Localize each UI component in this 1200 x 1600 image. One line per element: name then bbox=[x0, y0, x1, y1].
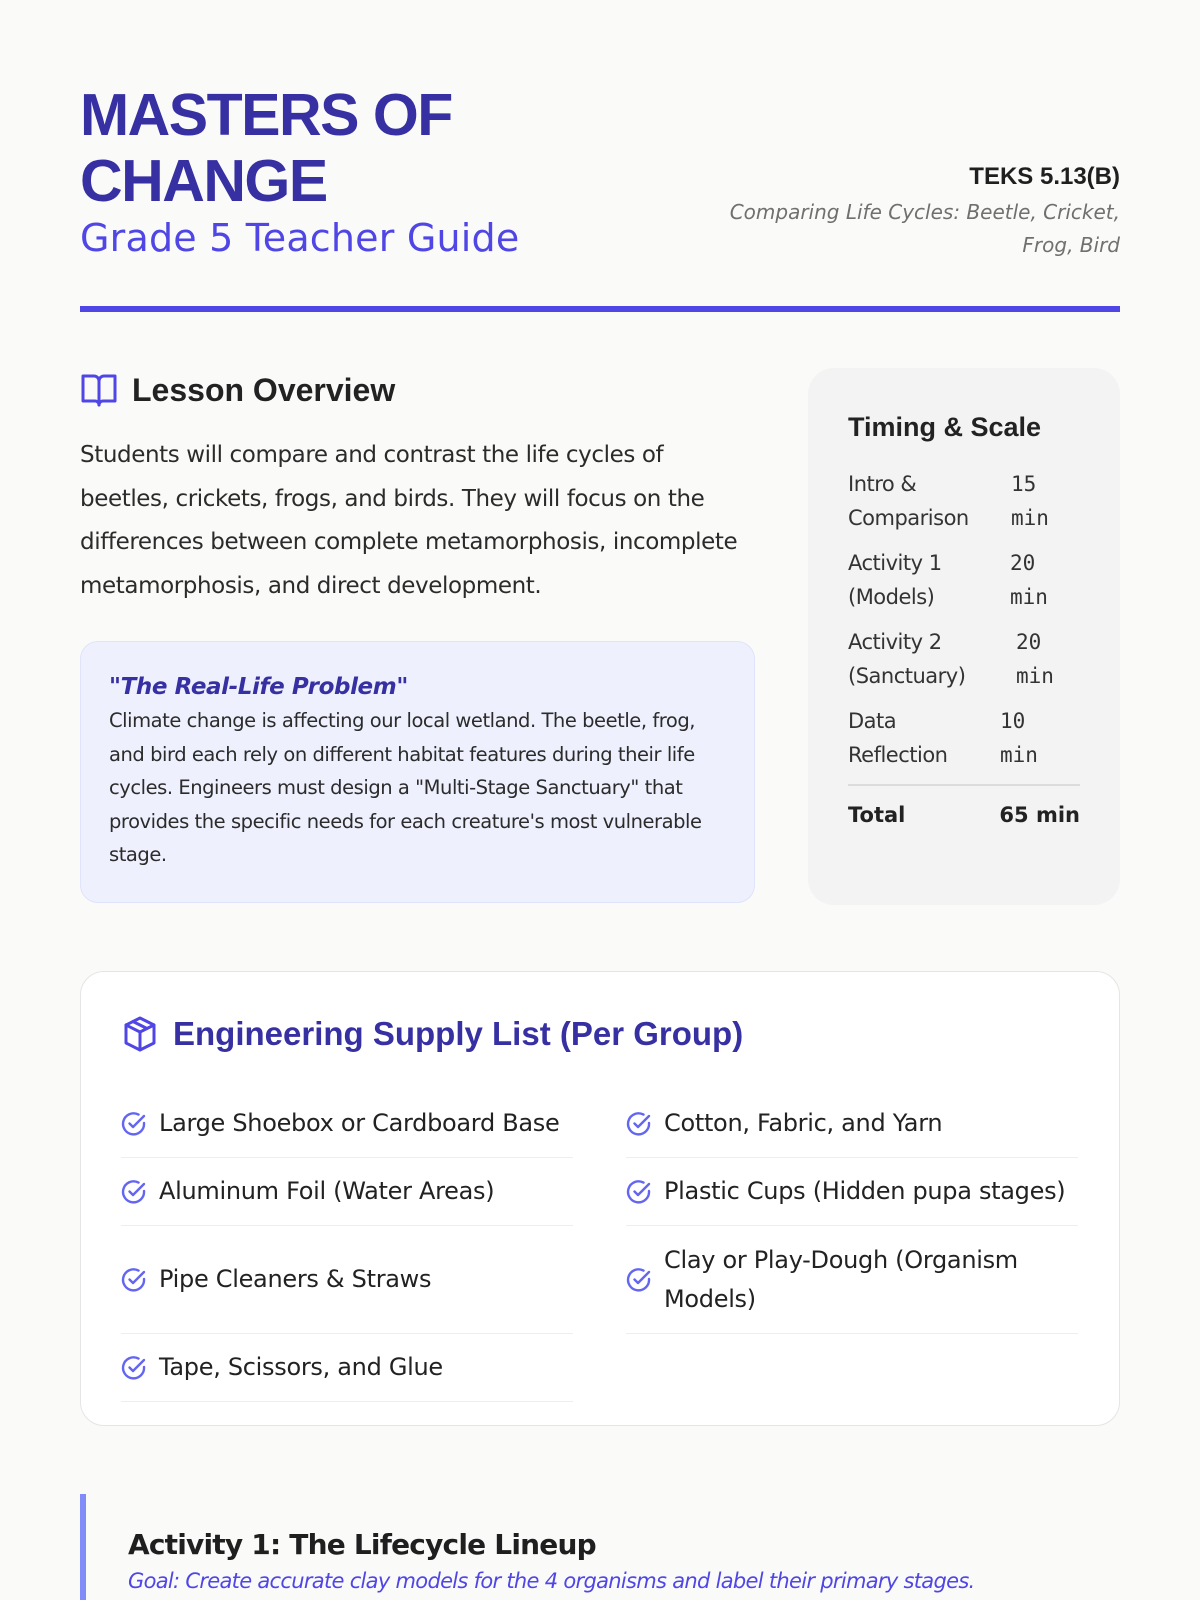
timing-row bbox=[848, 626, 1080, 693]
supply-item-label: Large Shoebox or Cardboard Base bbox=[159, 1109, 560, 1137]
teks-code: TEKS 5.13(B) bbox=[969, 163, 1120, 190]
timing-label: Data Reflection bbox=[848, 709, 948, 767]
supply-item bbox=[121, 1158, 573, 1226]
activity-1-goal: Goal: Create accurate clay models for the 4 organisms and label their primary stages. bbox=[128, 1569, 975, 1593]
problem-text: Climate change is affecting our local wetland. The beetle, frog, and bird each rely on different habitat features during their life cycles. Engineers must design a "Multi-Stage Sanctuary" that provides the specific needs for each creature's most vulnerable stage. bbox=[109, 709, 702, 866]
supply-column-right bbox=[626, 1090, 1078, 1334]
teks-description: Comparing Life Cycles: Beetle, Cricket, Frog, Bird bbox=[729, 200, 1120, 257]
supply-column-left bbox=[121, 1090, 573, 1402]
lesson-overview-heading bbox=[80, 368, 755, 412]
guide-header bbox=[80, 82, 1120, 312]
supply-item bbox=[626, 1226, 1078, 1334]
lesson-overview-title: Lesson Overview bbox=[132, 371, 396, 408]
real-life-problem-callout bbox=[80, 641, 755, 903]
timing-total-label: Total bbox=[848, 803, 906, 827]
book-open-icon bbox=[80, 372, 118, 408]
supply-list-card bbox=[80, 971, 1120, 1426]
activity-1-title: Activity 1: The Lifecycle Lineup bbox=[128, 1528, 596, 1561]
supply-list-title: Engineering Supply List (Per Group) bbox=[173, 1015, 744, 1052]
circle-check-icon bbox=[626, 1179, 652, 1205]
timing-value: 20 min bbox=[1016, 630, 1054, 688]
page-subtitle: Grade 5 Teacher Guide bbox=[80, 216, 520, 260]
supply-item-label: Clay or Play-Dough (Organism Models) bbox=[664, 1245, 1018, 1313]
timing-value: 20 min bbox=[1010, 551, 1048, 609]
timing-value: 10 min bbox=[1000, 709, 1038, 767]
header-divider bbox=[80, 306, 1120, 312]
teks-block bbox=[700, 162, 1120, 262]
supply-item-label: Plastic Cups (Hidden pupa stages) bbox=[664, 1177, 1066, 1205]
page-title: MASTERS OF CHANGE bbox=[80, 82, 452, 214]
supply-item-label: Pipe Cleaners & Straws bbox=[159, 1265, 432, 1293]
timing-row bbox=[848, 705, 1080, 772]
lesson-overview-text: Students will compare and contrast the life cycles of beetles, crickets, frogs, and birds. They will focus on the differences between complete metamorphosis, incomplete metamorphosis, and direct development. bbox=[80, 442, 738, 599]
lesson-overview-section bbox=[80, 368, 755, 608]
supply-item bbox=[121, 1090, 573, 1158]
circle-check-icon bbox=[626, 1111, 652, 1137]
timing-row bbox=[848, 547, 1080, 614]
supply-list-heading bbox=[121, 1012, 1079, 1056]
circle-check-icon bbox=[121, 1179, 147, 1205]
circle-check-icon bbox=[121, 1111, 147, 1137]
timing-value: 15 min bbox=[1011, 472, 1049, 530]
supply-item bbox=[121, 1226, 573, 1334]
timing-label: Activity 2 (Sanctuary) bbox=[848, 630, 966, 688]
supply-item-label: Cotton, Fabric, and Yarn bbox=[664, 1109, 943, 1137]
timing-label: Intro & Comparison bbox=[848, 472, 969, 530]
timing-scale-card bbox=[808, 368, 1120, 905]
timing-label: Activity 1 (Models) bbox=[848, 551, 942, 609]
timing-title: Timing & Scale bbox=[848, 412, 1042, 442]
timing-row bbox=[848, 468, 1080, 535]
supply-item bbox=[626, 1158, 1078, 1226]
timing-total-row bbox=[848, 798, 1080, 832]
supply-item bbox=[121, 1334, 573, 1402]
circle-check-icon bbox=[626, 1267, 652, 1293]
circle-check-icon bbox=[121, 1267, 147, 1293]
activity-1-section bbox=[80, 1494, 1120, 1600]
supply-item bbox=[626, 1090, 1078, 1158]
problem-title: "The Real-Life Problem" bbox=[109, 674, 408, 700]
timing-divider bbox=[848, 784, 1080, 786]
timing-total-value: 65 min bbox=[999, 803, 1080, 827]
package-box-icon bbox=[121, 1015, 159, 1053]
circle-check-icon bbox=[121, 1355, 147, 1381]
supply-item-label: Aluminum Foil (Water Areas) bbox=[159, 1177, 495, 1205]
supply-item-label: Tape, Scissors, and Glue bbox=[159, 1353, 443, 1381]
